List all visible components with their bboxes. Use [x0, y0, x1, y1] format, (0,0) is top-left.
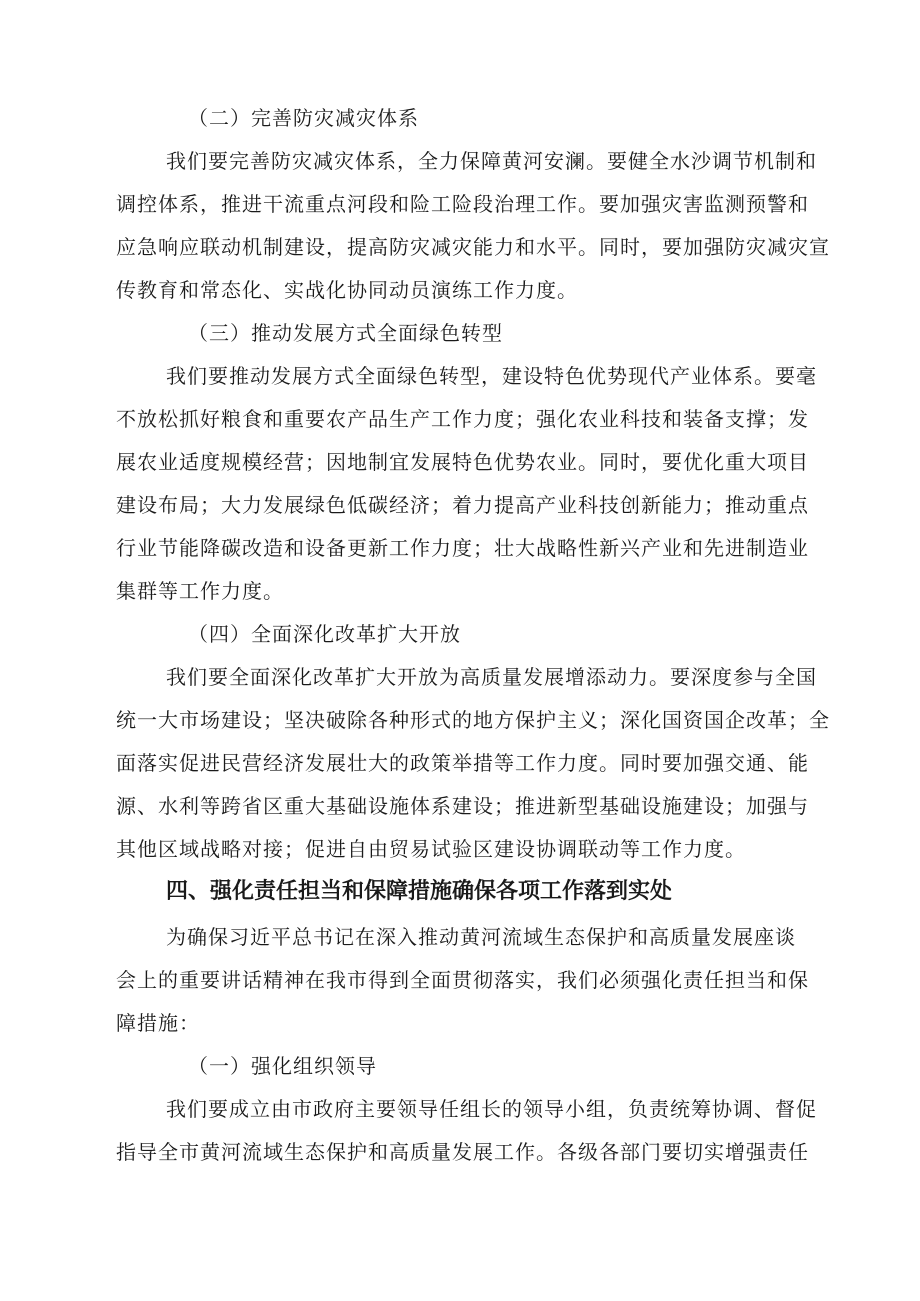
paragraph-line: 会上的重要讲话精神在我市得到全面贯彻落实，我们必须强化责任担当和保	[116, 968, 809, 992]
paragraph-line: 应急响应联动机制建设，提高防灾减灾能力和水平。同时，要加强防灾减灾宣	[116, 235, 830, 259]
paragraph-line: 我们要完善防灾减灾体系，全力保障黄河安澜。要健全水沙调节机制和	[166, 149, 817, 173]
subheading-2: （二）完善防灾减灾体系	[188, 106, 419, 130]
paragraph-line: 行业节能降碳改造和设备更新工作力度；壮大战略性新兴产业和先进制造业	[116, 536, 809, 560]
subheading-4: （四）全面深化改革扩大开放	[188, 622, 461, 646]
paragraph-line: 面落实促进民营经济发展壮大的政策举措等工作力度。同时要加强交通、能	[116, 751, 809, 775]
paragraph-line: 我们要全面深化改革扩大开放为高质量发展增添动力。要深度参与全国	[166, 665, 817, 689]
paragraph-line: 不放松抓好粮食和重要农产品生产工作力度；强化农业科技和装备支撑；发	[116, 407, 809, 431]
paragraph-line: 集群等工作力度。	[116, 579, 284, 603]
paragraph-line: 源、水利等跨省区重大基础设施体系建设；推进新型基础设施建设；加强与	[116, 794, 809, 818]
paragraph-line: 展农业适度规模经营；因地制宜发展特色优势农业。同时，要优化重大项目	[116, 450, 809, 474]
paragraph-line: 障措施：	[116, 1011, 200, 1035]
paragraph-line: 传教育和常态化、实战化协同动员演练工作力度。	[116, 278, 578, 302]
paragraph-line: 我们要推动发展方式全面绿色转型，建设特色优势现代产业体系。要毫	[166, 364, 817, 388]
paragraph-line: 其他区域战略对接；促进自由贸易试验区建设协调联动等工作力度。	[116, 837, 746, 861]
paragraph-line: 调控体系，推进干流重点河段和险工险段治理工作。要加强灾害监测预警和	[116, 192, 809, 216]
subheading-3: （三）推动发展方式全面绿色转型	[188, 321, 503, 345]
paragraph-line: 建设布局；大力发展绿色低碳经济；着力提高产业科技创新能力；推动重点	[116, 493, 809, 517]
section-heading: 四、强化责任担当和保障措施确保各项工作落到实处	[166, 879, 673, 904]
paragraph-line: 我们要成立由市政府主要领导任组长的领导小组，负责统筹协调、督促	[166, 1097, 817, 1121]
subheading-1: （一）强化组织领导	[188, 1054, 377, 1078]
paragraph-line: 指导全市黄河流域生态保护和高质量发展工作。各级各部门要切实增强责任	[116, 1140, 809, 1164]
paragraph-line: 统一大市场建设；坚决破除各种形式的地方保护主义；深化国资国企改革；全	[116, 708, 830, 732]
paragraph-line: 为确保习近平总书记在深入推动黄河流域生态保护和高质量发展座谈	[166, 925, 796, 949]
